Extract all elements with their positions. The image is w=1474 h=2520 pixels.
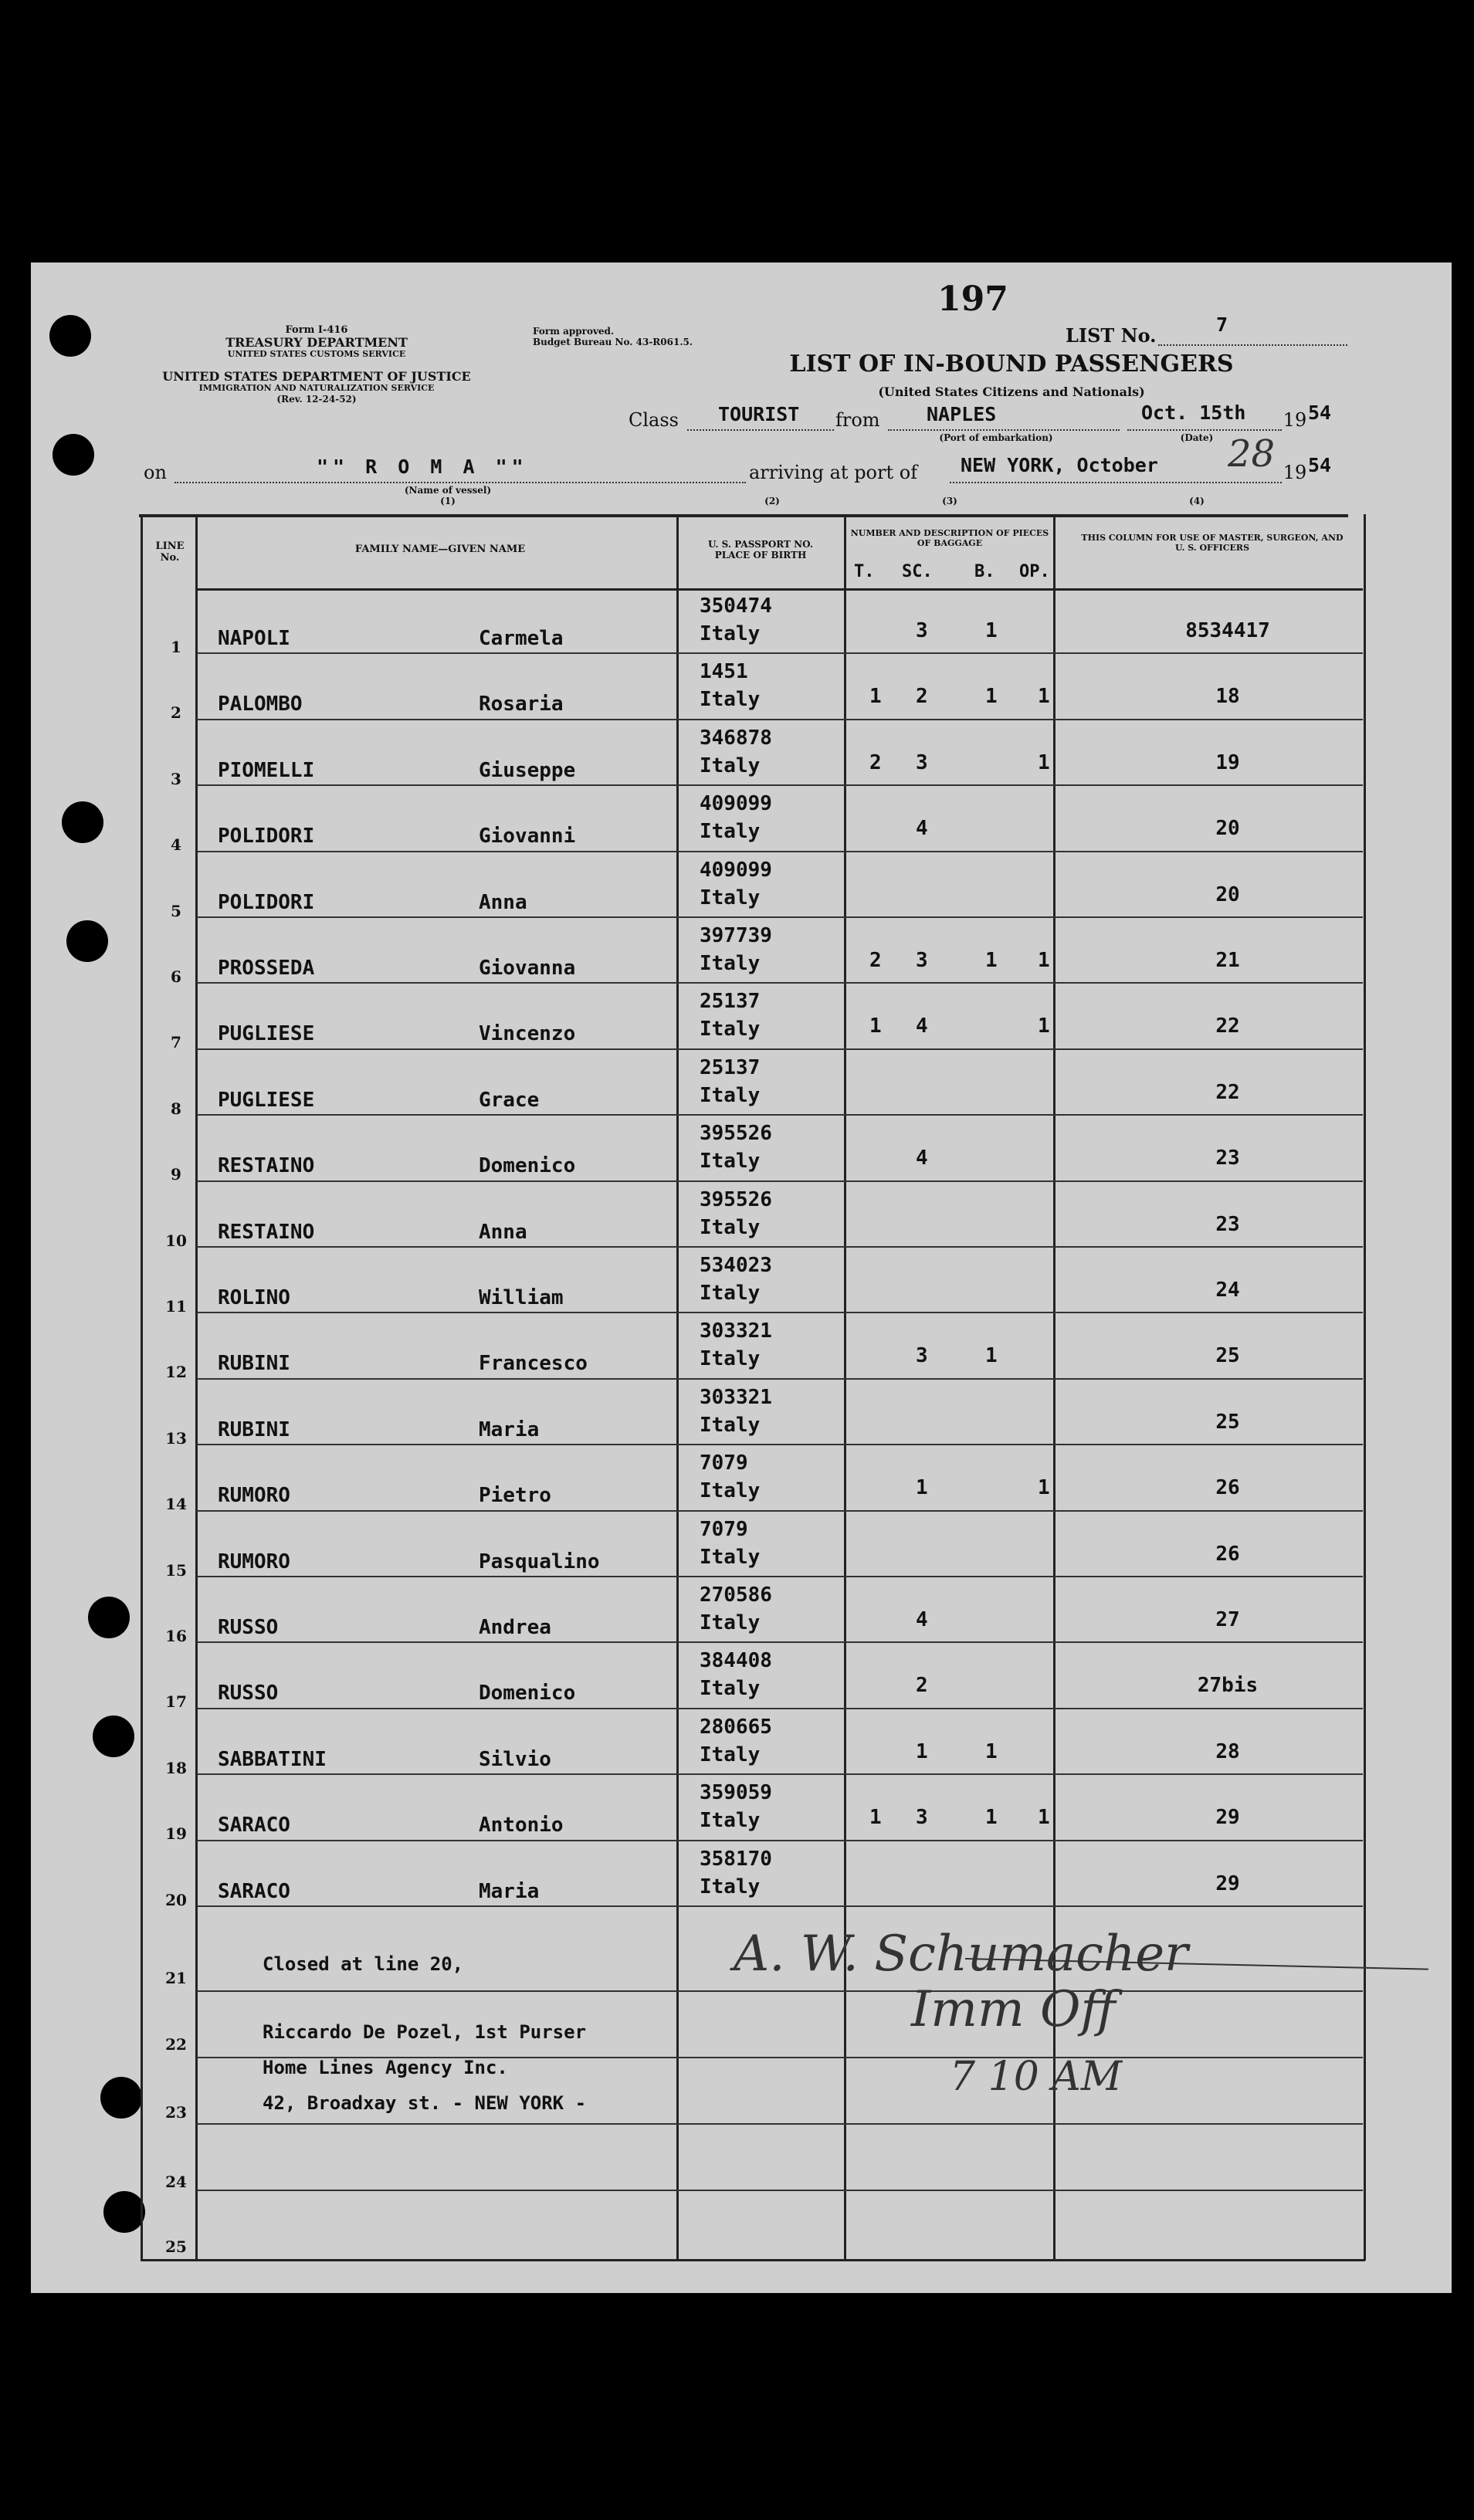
place-of-birth: Italy xyxy=(700,622,761,645)
col-header-name: FAMILY NAME—GIVEN NAME xyxy=(354,544,526,555)
passport-number: 303321 xyxy=(700,1319,772,1343)
officer-number: 24 xyxy=(1215,1279,1240,1302)
given-name: William xyxy=(479,1286,564,1309)
agency-address: 42, Broadxay st. - NEW YORK - xyxy=(263,2092,587,2114)
form-subtitle: (United States Citizens and Nationals) xyxy=(878,384,1145,399)
baggage-t: 1 xyxy=(869,1014,882,1038)
place-of-birth: Italy xyxy=(700,1150,761,1174)
passport-number: 397739 xyxy=(700,924,772,947)
line-number-25: 25 xyxy=(165,2237,187,2256)
line-number: 13 xyxy=(165,1428,187,1448)
place-of-birth: Italy xyxy=(700,952,761,975)
given-name: Maria xyxy=(479,1418,540,1441)
place-of-birth: Italy xyxy=(700,1545,761,1569)
col-number-4: (4) xyxy=(1189,496,1205,506)
rev-label: (Rev. 12-24-52) xyxy=(276,394,357,405)
place-of-birth: Italy xyxy=(700,1282,761,1305)
given-name: Pietro xyxy=(479,1484,551,1508)
line-number: 1 xyxy=(171,638,181,656)
officer-number: 22 xyxy=(1215,1080,1240,1104)
line-number: 12 xyxy=(165,1363,187,1382)
passport-number: 359059 xyxy=(700,1781,772,1805)
row-rule xyxy=(197,1180,1363,1182)
place-of-birth: Italy xyxy=(700,1083,761,1107)
line-number-23: 23 xyxy=(165,2103,187,2122)
officer-number: 20 xyxy=(1215,817,1240,841)
officer-number: 25 xyxy=(1215,1410,1240,1434)
arrival-port: NEW YORK, October xyxy=(961,454,1158,476)
manifest-sheet xyxy=(31,262,1452,2293)
col-header-passport: U. S. PASSPORT NO. PLACE OF BIRTH xyxy=(707,539,814,561)
arriving-label: arriving at port of xyxy=(749,462,918,483)
baggage-t: 1 xyxy=(869,1806,882,1830)
given-name: Grace xyxy=(479,1088,540,1112)
vessel-label: (Name of vessel) xyxy=(404,485,492,496)
given-name: Anna xyxy=(479,1220,527,1244)
given-name: Giovanna xyxy=(479,957,576,980)
place-of-birth: Italy xyxy=(700,1809,761,1833)
family-name: RUMORO xyxy=(218,1484,290,1508)
baggage-sc: 1 xyxy=(916,1739,928,1763)
place-of-birth: Italy xyxy=(700,1611,761,1634)
from-value: NAPLES xyxy=(927,403,997,425)
place-of-birth: Italy xyxy=(700,886,761,909)
given-name: Giovanni xyxy=(479,825,576,848)
arrival-year: 54 xyxy=(1308,454,1332,476)
place-of-birth: Italy xyxy=(700,820,761,844)
punch-hole xyxy=(66,920,108,962)
row-rule xyxy=(197,1576,1363,1577)
baggage-sc: 4 xyxy=(916,817,928,841)
place-of-birth: Italy xyxy=(700,1413,761,1437)
officer-signature: A. W. Schumacher xyxy=(734,1926,1188,1983)
place-of-birth: Italy xyxy=(700,1677,761,1701)
col-header-baggage: NUMBER AND DESCRIPTION OF PIECES OF BAGGAGE xyxy=(850,528,1049,548)
officer-number: 21 xyxy=(1215,949,1240,972)
baggage-sc: 3 xyxy=(916,1806,928,1830)
baggage-op: 1 xyxy=(1038,1476,1050,1500)
given-name: Pasqualino xyxy=(479,1550,600,1573)
line-number-24: 24 xyxy=(165,2173,187,2191)
bag-header-b: B. xyxy=(974,562,995,581)
officer-number: 26 xyxy=(1215,1476,1240,1500)
passport-number: 534023 xyxy=(700,1254,772,1277)
baggage-sc: 3 xyxy=(916,619,928,642)
baggage-t: 2 xyxy=(869,949,882,972)
year-prefix-2: 19 xyxy=(1283,462,1307,483)
row-rule xyxy=(197,1444,1363,1445)
punch-hole xyxy=(103,2191,145,2233)
baggage-b: 1 xyxy=(985,1739,998,1763)
baggage-sc: 4 xyxy=(916,1014,928,1038)
header-bottom-rule xyxy=(197,588,1363,591)
baggage-op: 1 xyxy=(1038,1014,1050,1038)
passport-number: 7079 xyxy=(700,1451,748,1475)
officer-number: 23 xyxy=(1215,1147,1240,1170)
passport-number: 395526 xyxy=(700,1122,772,1146)
passport-number: 350474 xyxy=(700,594,772,618)
class-label: Class xyxy=(629,409,679,431)
row-rule xyxy=(197,1708,1363,1709)
given-name: Domenico xyxy=(479,1154,576,1178)
punch-hole xyxy=(93,1716,134,1757)
officer-number: 8534417 xyxy=(1185,619,1270,642)
passport-number: 303321 xyxy=(700,1385,772,1409)
line-number: 14 xyxy=(165,1495,187,1514)
officer-number: 20 xyxy=(1215,882,1240,906)
treasury-label: TREASURY DEPARTMENT xyxy=(225,335,408,350)
officer-number: 29 xyxy=(1215,1871,1240,1895)
form-approved: Form approved. xyxy=(533,326,615,337)
on-label: on xyxy=(144,462,167,483)
family-name: RUSSO xyxy=(218,1682,279,1705)
family-name: PALOMBO xyxy=(218,693,303,716)
family-name: NAPOLI xyxy=(218,627,290,650)
budget-bureau: Budget Bureau No. 43-R061.5. xyxy=(533,337,693,347)
line-number: 9 xyxy=(171,1165,181,1184)
place-of-birth: Italy xyxy=(700,754,761,777)
line-number: 5 xyxy=(171,901,181,920)
passport-number: 25137 xyxy=(700,1055,761,1079)
baggage-sc: 3 xyxy=(916,949,928,972)
agency-name: Home Lines Agency Inc. xyxy=(263,2057,508,2078)
family-name: RESTAINO xyxy=(218,1154,315,1178)
passport-number: 384408 xyxy=(700,1649,772,1673)
officer-number: 18 xyxy=(1215,685,1240,709)
line-number: 20 xyxy=(165,1890,187,1909)
col-header-officers: THIS COLUMN FOR USE OF MASTER, SURGEON, AND U. S. OFFICERS xyxy=(1081,533,1344,553)
row-rule xyxy=(197,719,1363,720)
passport-number: 395526 xyxy=(700,1187,772,1211)
page-number: 197 xyxy=(937,279,1008,319)
closed-note: Closed at line 20, xyxy=(263,1953,464,1975)
line-number: 7 xyxy=(171,1033,181,1052)
line-number: 6 xyxy=(171,967,181,986)
row-rule xyxy=(197,1048,1363,1050)
justice-label: UNITED STATES DEPARTMENT OF JUSTICE xyxy=(162,369,471,384)
col-header-line-no: LINE No. xyxy=(155,540,185,564)
year-prefix: 19 xyxy=(1283,409,1307,431)
line-number: 15 xyxy=(165,1560,187,1580)
place-of-birth: Italy xyxy=(700,1479,761,1503)
given-name: Antonio xyxy=(479,1814,564,1838)
port-embark-label: (Port of embarkation) xyxy=(939,432,1053,443)
punch-hole xyxy=(49,315,91,357)
line-number-21: 21 xyxy=(165,1969,187,1987)
date-label: (Date) xyxy=(1180,432,1214,443)
line-number: 11 xyxy=(165,1297,187,1316)
family-name: POLIDORI xyxy=(218,825,315,848)
baggage-op: 1 xyxy=(1038,750,1050,774)
baggage-sc: 3 xyxy=(916,1344,928,1368)
row-rule xyxy=(197,1840,1363,1841)
given-name: Giuseppe xyxy=(479,758,576,782)
passport-number: 346878 xyxy=(700,726,772,750)
arrival-day-handwritten: 28 xyxy=(1228,432,1276,476)
bag-header-sc: SC. xyxy=(902,562,933,581)
baggage-b: 1 xyxy=(985,1806,998,1830)
officer-number: 27bis xyxy=(1197,1674,1259,1698)
baggage-sc: 4 xyxy=(916,1608,928,1631)
line-number-22: 22 xyxy=(165,2035,187,2054)
place-of-birth: Italy xyxy=(700,1347,761,1371)
officer-title-handwritten: Imm Off xyxy=(911,1981,1116,2038)
baggage-t: 2 xyxy=(869,750,882,774)
place-of-birth: Italy xyxy=(700,1215,761,1239)
from-label: from xyxy=(835,409,880,431)
row-rule xyxy=(197,851,1363,852)
row-rule xyxy=(197,982,1363,984)
officer-number: 29 xyxy=(1215,1806,1240,1830)
given-name: Francesco xyxy=(479,1352,588,1376)
passport-number: 409099 xyxy=(700,792,772,816)
family-name: PIOMELLI xyxy=(218,758,315,782)
col-number-3: (3) xyxy=(942,496,957,506)
col-number-2: (2) xyxy=(764,496,780,506)
officer-number: 25 xyxy=(1215,1344,1240,1368)
given-name: Domenico xyxy=(479,1682,576,1705)
line-number: 2 xyxy=(171,703,181,723)
given-name: Carmela xyxy=(479,627,564,650)
family-name: PUGLIESE xyxy=(218,1088,315,1112)
baggage-b: 1 xyxy=(985,685,998,709)
row-rule xyxy=(197,1905,1363,1907)
place-of-birth: Italy xyxy=(700,1018,761,1042)
list-no-label: LIST No. xyxy=(1066,324,1157,347)
baggage-sc: 2 xyxy=(916,685,928,709)
row-rule xyxy=(197,1378,1363,1380)
family-name: PUGLIESE xyxy=(218,1022,315,1046)
punch-hole xyxy=(88,1597,130,1638)
baggage-sc: 4 xyxy=(916,1147,928,1170)
family-name: SABBATINI xyxy=(218,1747,327,1771)
baggage-sc: 2 xyxy=(916,1674,928,1698)
given-name: Silvio xyxy=(479,1747,551,1771)
date-value: Oct. 15th xyxy=(1141,401,1246,424)
baggage-b: 1 xyxy=(985,1344,998,1368)
line-number: 19 xyxy=(165,1824,187,1844)
punch-hole xyxy=(100,2077,142,2119)
given-name: Andrea xyxy=(479,1616,551,1639)
line-number: 3 xyxy=(171,769,181,788)
row-rule xyxy=(197,1312,1363,1313)
time-handwritten: 7 10 AM xyxy=(950,2054,1123,2100)
row-rule xyxy=(197,1773,1363,1775)
row-rule xyxy=(197,652,1363,654)
punch-hole xyxy=(53,434,94,476)
officer-number: 26 xyxy=(1215,1542,1240,1566)
table-right-border xyxy=(1364,514,1366,2261)
customs-label: UNITED STATES CUSTOMS SERVICE xyxy=(227,349,406,359)
row-rule xyxy=(197,1510,1363,1512)
family-name: RUBINI xyxy=(218,1418,290,1441)
row-rule xyxy=(197,1641,1363,1643)
ins-label: IMMIGRATION AND NATURALIZATION SERVICE xyxy=(198,383,435,393)
purser-name: Riccardo De Pozel, 1st Purser xyxy=(263,2021,587,2043)
row-rule xyxy=(197,1114,1363,1116)
bag-header-op: OP. xyxy=(1019,562,1050,581)
list-no-value: 7 xyxy=(1216,313,1228,336)
given-name: Vincenzo xyxy=(479,1022,576,1046)
passport-number: 1451 xyxy=(700,660,748,684)
passport-number: 358170 xyxy=(700,1847,772,1871)
table-top-border xyxy=(139,514,1348,517)
class-value: TOURIST xyxy=(718,403,800,425)
year-value: 54 xyxy=(1308,401,1332,424)
vessel-name: "" R O M A "" xyxy=(317,456,528,478)
bag-header-t: T. xyxy=(854,562,875,581)
family-name: SARACO xyxy=(218,1814,290,1838)
family-name: ROLINO xyxy=(218,1286,290,1309)
row-rule xyxy=(197,784,1363,786)
punch-hole xyxy=(62,801,103,843)
family-name: PROSSEDA xyxy=(218,957,315,980)
family-name: RESTAINO xyxy=(218,1220,315,1244)
table-bottom-border xyxy=(141,2259,1365,2261)
baggage-t: 1 xyxy=(869,685,882,709)
baggage-b: 1 xyxy=(985,949,998,972)
passport-number: 25137 xyxy=(700,990,761,1014)
row-rule xyxy=(197,916,1363,918)
form-title: LIST OF IN-BOUND PASSENGERS xyxy=(789,351,1234,378)
baggage-op: 1 xyxy=(1038,685,1050,709)
officer-number: 27 xyxy=(1215,1608,1240,1631)
officer-number: 28 xyxy=(1215,1739,1240,1763)
given-name: Anna xyxy=(479,890,527,914)
passport-number: 270586 xyxy=(700,1583,772,1607)
place-of-birth: Italy xyxy=(700,1875,761,1898)
table-left-border xyxy=(141,514,143,2261)
form-number: Form I-416 xyxy=(285,324,348,336)
officer-number: 19 xyxy=(1215,750,1240,774)
baggage-op: 1 xyxy=(1038,1806,1050,1830)
line-number: 10 xyxy=(165,1231,187,1250)
baggage-b: 1 xyxy=(985,619,998,642)
line-number: 18 xyxy=(165,1758,187,1777)
line-number: 8 xyxy=(171,1099,181,1118)
officer-number: 22 xyxy=(1215,1014,1240,1038)
family-name: RUSSO xyxy=(218,1616,279,1639)
given-name: Maria xyxy=(479,1879,540,1903)
baggage-op: 1 xyxy=(1038,949,1050,972)
line-number: 17 xyxy=(165,1692,187,1712)
passport-number: 7079 xyxy=(700,1517,748,1541)
col-number-1: (1) xyxy=(440,496,456,506)
baggage-sc: 3 xyxy=(916,750,928,774)
line-number: 16 xyxy=(165,1627,187,1645)
family-name: RUBINI xyxy=(218,1352,290,1376)
family-name: SARACO xyxy=(218,1879,290,1903)
passport-number: 280665 xyxy=(700,1715,772,1739)
place-of-birth: Italy xyxy=(700,1743,761,1766)
passport-number: 409099 xyxy=(700,858,772,882)
baggage-sc: 1 xyxy=(916,1476,928,1500)
line-number: 4 xyxy=(171,835,181,855)
given-name: Rosaria xyxy=(479,693,564,716)
officer-number: 23 xyxy=(1215,1212,1240,1236)
row-rule xyxy=(197,1246,1363,1248)
place-of-birth: Italy xyxy=(700,688,761,712)
family-name: POLIDORI xyxy=(218,890,315,914)
family-name: RUMORO xyxy=(218,1550,290,1573)
